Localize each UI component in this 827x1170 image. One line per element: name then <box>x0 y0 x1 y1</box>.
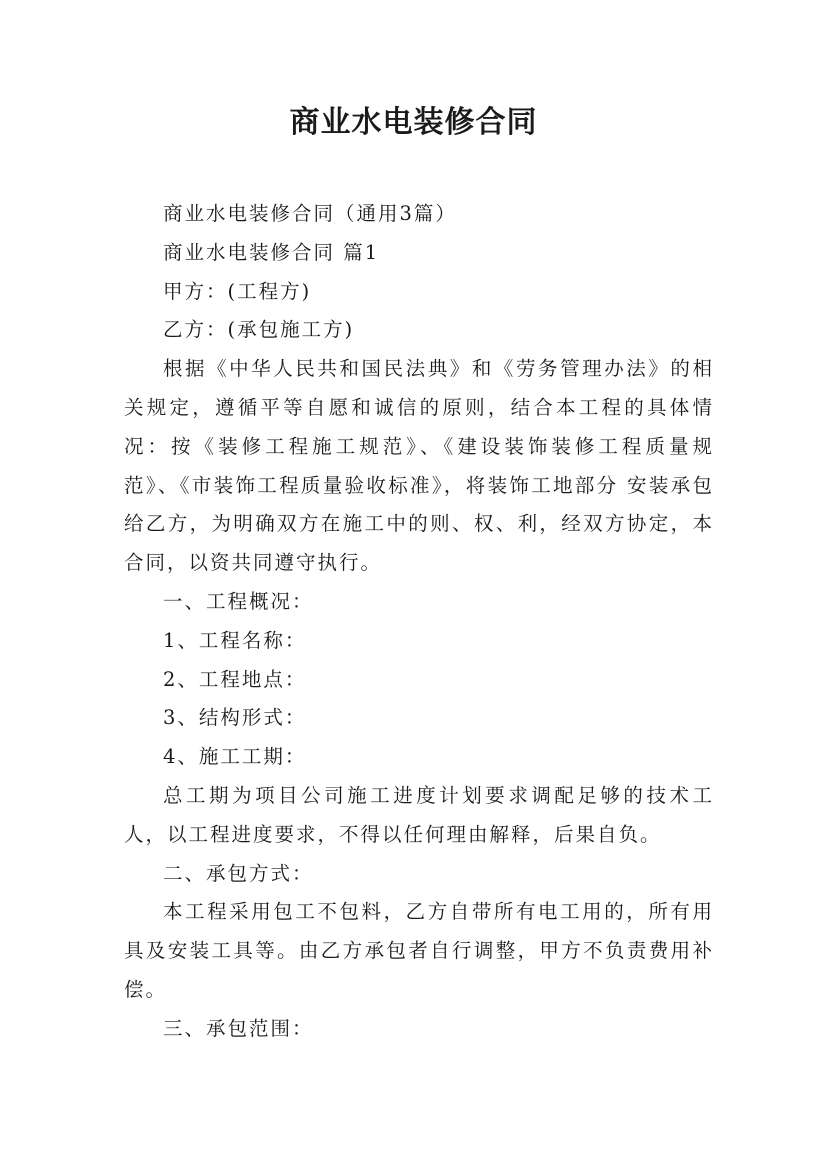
document-body <box>124 195 714 1049</box>
paragraph-item-duration: 4、施工工期： <box>163 745 307 769</box>
paragraph-preamble: 根据《中华人民共和国民法典》和《劳务管理办法》的相关规定，遵循平等自愿和诚信的原则，结合本工程的具体情况：按《装修工程施工规范》、《建设装饰装修工程质量规范》、《市装饰工程质量验收标准》，将装饰工地部分 安装承包给乙方，为明确双方在施工中的则、权、利，经双方协定，本合同，以资共同遵守执行。 <box>124 357 714 575</box>
paragraph-duration-detail: 总工期为项目公司施工进度计划要求调配足够的技术工人，以工程进度要求，不得以任何理由解释，后果自负。 <box>124 783 714 846</box>
paragraph-heading-scope: 三、承包范围： <box>163 1016 314 1040</box>
paragraph-party-b: 乙方：(承包施工方) <box>163 318 355 342</box>
paragraph-item-structure: 3、结构形式： <box>163 706 307 730</box>
paragraph-section-heading: 商业水电装修合同 篇1 <box>163 240 380 264</box>
paragraph-heading-contract-mode: 二、承包方式： <box>163 861 314 885</box>
paragraph-subtitle: 商业水电装修合同（通用3篇） <box>163 202 457 225</box>
paragraph-contract-mode-detail: 本工程采用包工不包料，乙方自带所有电工用的，所有用具及安装工具等。由乙方承包者自行调整，甲方不负责费用补偿。 <box>124 900 714 1001</box>
document-title: 商业水电装修合同 <box>289 105 538 140</box>
paragraph-item-name: 1、工程名称： <box>163 628 307 652</box>
paragraph-item-location: 2、工程地点： <box>163 667 307 691</box>
paragraph-party-a: 甲方：(工程方) <box>163 279 312 303</box>
paragraph-heading-overview: 一、工程概况： <box>163 589 314 613</box>
